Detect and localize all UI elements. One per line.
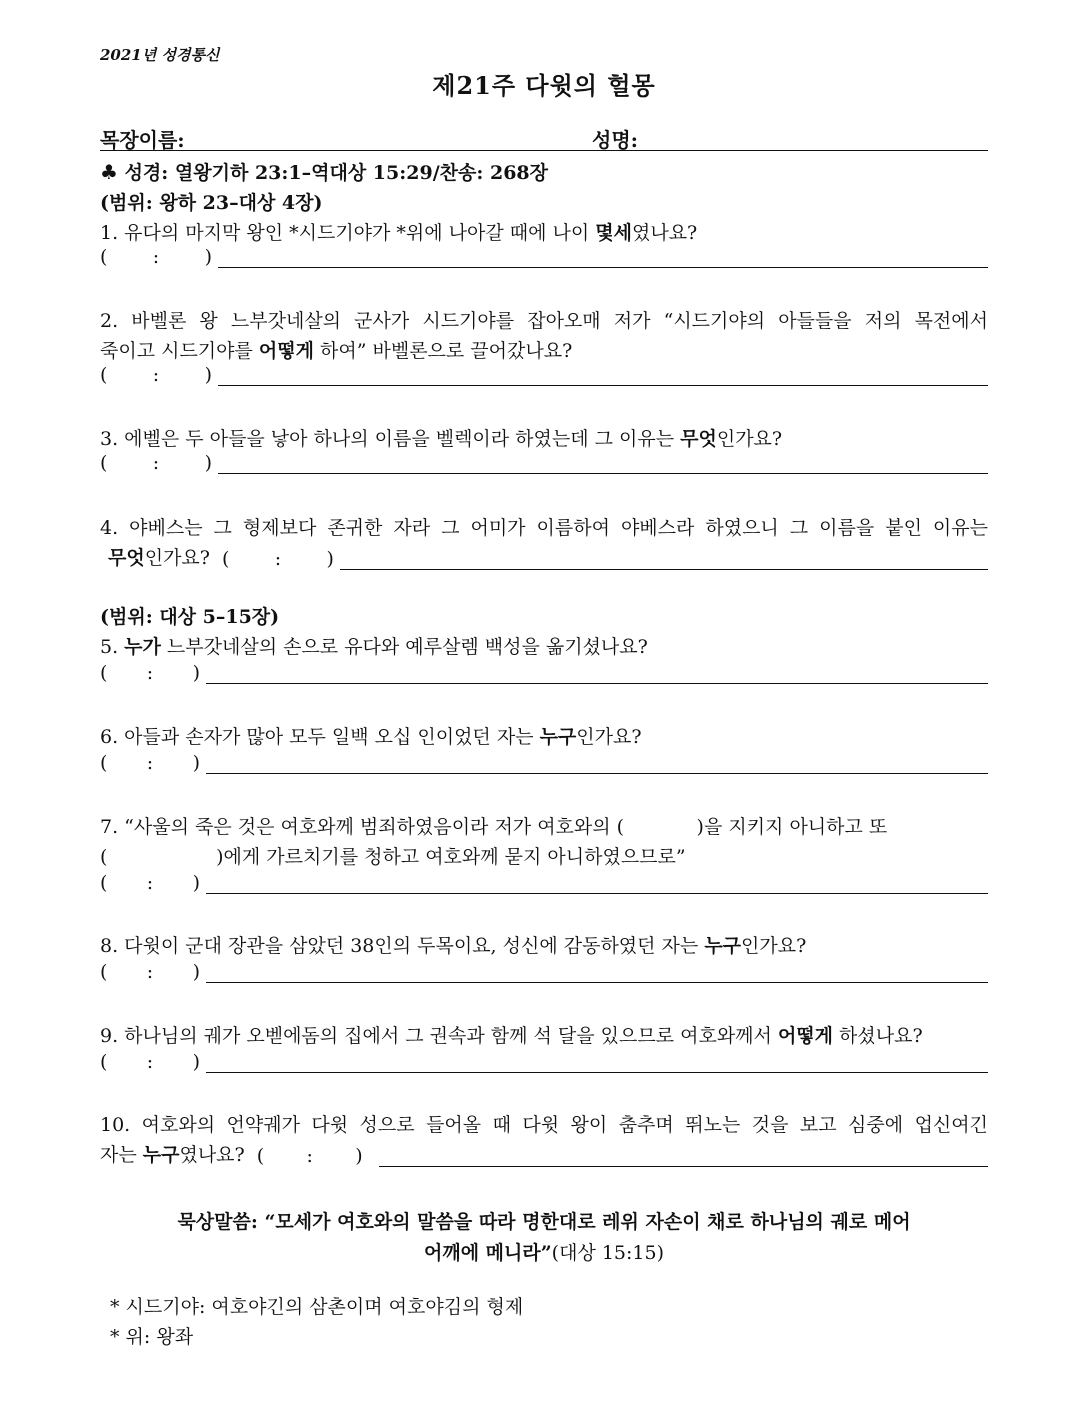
verse-blank: ( : ) [100,752,200,774]
verse-blank: ( : ) [100,364,212,386]
memory-verse-line-1 [0,1207,1088,1234]
question-text: 하셨나요? [833,1025,923,1047]
question-text: 인가요? [741,935,807,957]
question-4-line-2[interactable] [100,543,988,570]
memory-verse-line-2 [0,1238,1088,1265]
verse-blank: ( : ) [100,246,212,268]
section-label: (범위: 대상 5–15장) [100,606,280,628]
question-text: 였나요? [632,222,698,244]
question-text: 하여” 바벨론으로 끌어갔나요? [313,340,573,362]
answer-line[interactable] [100,452,988,474]
question-text: 5. [100,636,125,658]
question-emphasis: 어떻게 [777,1025,833,1047]
header-year: 2021년 성경통신 [100,46,220,64]
page-title: 제21주 다윗의 헐몽 [432,71,656,100]
verse-blank: ( : ) [256,1145,363,1167]
memory-verse-text: 어깨에 메니라” [424,1242,552,1264]
answer-rule[interactable] [206,665,988,684]
answer-line[interactable] [100,872,988,894]
question-emphasis: 누구 [539,726,577,748]
question-text: 6. 아들과 손자가 많아 모두 일백 오십 인이었던 자는 [100,726,540,748]
pasture-name-label: 목장이름: [100,128,185,152]
question-6 [100,722,988,749]
question-text: 죽이고 시드기야를 [100,340,259,362]
question-text: 느부갓네살의 손으로 유다와 예루살렘 백성을 옮기셨나요? [160,636,648,658]
answer-rule[interactable] [206,875,988,894]
verse-blank: ( : ) [100,872,200,894]
question-text: 인가요? [576,726,642,748]
question-text: 3. 에벨은 두 아들을 낳아 하나의 이름을 벨렉이라 하였는데 그 이유는 [100,428,681,450]
answer-rule[interactable] [218,367,988,386]
section-label: (범위: 왕하 23–대상 4장) [100,192,323,214]
question-3 [100,424,988,451]
answer-line[interactable] [100,662,988,684]
question-2-line-1: 2. 바벨론 왕 느부갓네살의 군사가 시드기야를 잡아오매 저가 “시드기야의 아들들을 저의 목전에서 [100,310,988,332]
memory-verse-text: “모세가 여호와의 말씀을 따라 명한대로 레위 자손이 채로 하나님의 궤로 메어 [264,1211,911,1233]
memory-verse-label: 묵상말씀: [177,1211,258,1233]
question-10-line-1: 10. 여호와의 언약궤가 다윗 성으로 들어올 때 다윗 왕이 춤추며 뛰노는 것을 보고 심중에 업신여긴 [100,1114,988,1136]
footnote: * 위: 왕좌 [110,1326,194,1348]
answer-rule[interactable] [379,1148,988,1167]
question-7-line-2: ( )에게 가르치기를 청하고 여호와께 묻지 아니하였으므로” [100,846,686,868]
question-emphasis: 누구 [704,935,742,957]
scripture-line [100,158,988,185]
question-7-line-1: 7. “사울의 죽은 것은 여호와께 범죄하였음이라 저가 여호와의 ( )을 지키지 아니하고 또 [100,816,888,838]
footnote: * 시드기야: 여호야긴의 삼촌이며 여호야김의 형제 [110,1296,524,1318]
memory-verse-reference: (대상 15:15) [551,1242,664,1264]
question-emphasis: 누구 [142,1144,180,1166]
name-field-rule [100,150,988,151]
question-emphasis: 몇세 [595,222,632,244]
question-emphasis: 무엇 [680,428,717,450]
answer-line[interactable] [100,752,988,774]
question-4-line-1: 4. 야베스는 그 형제보다 존귀한 자라 그 어미가 이름하여 야베스라 하였으니 그 이름을 붙인 이유는 [100,517,988,539]
question-text: 자는 누구였나요? [100,1144,245,1166]
answer-rule[interactable] [206,1054,988,1073]
answer-rule[interactable] [218,455,988,474]
answer-line[interactable] [100,961,988,983]
question-10-line-2[interactable] [100,1140,988,1167]
verse-blank: ( : ) [100,452,212,474]
answer-rule[interactable] [206,755,988,774]
verse-blank: ( : ) [100,961,200,983]
question-2-line-2 [100,336,988,363]
question-text: 8. 다윗이 군대 장관을 삼았던 38인의 두목이요, 성신에 감동하였던 자는 [100,935,705,957]
question-1 [100,218,988,245]
question-text: 1. 유다의 마지막 왕인 *시드기야가 *위에 나아갈 때에 나이 [100,222,596,244]
answer-rule[interactable] [206,964,988,983]
verse-blank: ( : ) [221,548,334,570]
answer-line[interactable] [100,364,988,386]
scripture-range: 열왕기하 23:1–역대상 15:29/찬송: 268장 [174,162,548,184]
scripture-label: 성경: [124,162,169,184]
question-9 [100,1021,988,1048]
question-emphasis: 누가 [124,636,161,658]
answer-rule[interactable] [340,551,988,570]
name-label: 성명: [592,128,639,152]
question-text: 무엇인가요? [108,547,210,569]
question-emphasis: 어떻게 [258,340,314,362]
question-emphasis: 무엇 [108,547,145,569]
question-8 [100,931,988,958]
answer-line[interactable] [100,1051,988,1073]
answer-rule[interactable] [218,249,988,268]
club-icon: ♣ [100,160,118,184]
question-5 [100,632,988,659]
verse-blank: ( : ) [100,1051,200,1073]
question-text: 9. 하나님의 궤가 오벧에돔의 집에서 그 권속과 함께 석 달을 있으므로 여호와께서 [100,1025,778,1047]
answer-line[interactable] [100,246,988,268]
verse-blank: ( : ) [100,662,200,684]
question-text: 인가요? [716,428,783,450]
